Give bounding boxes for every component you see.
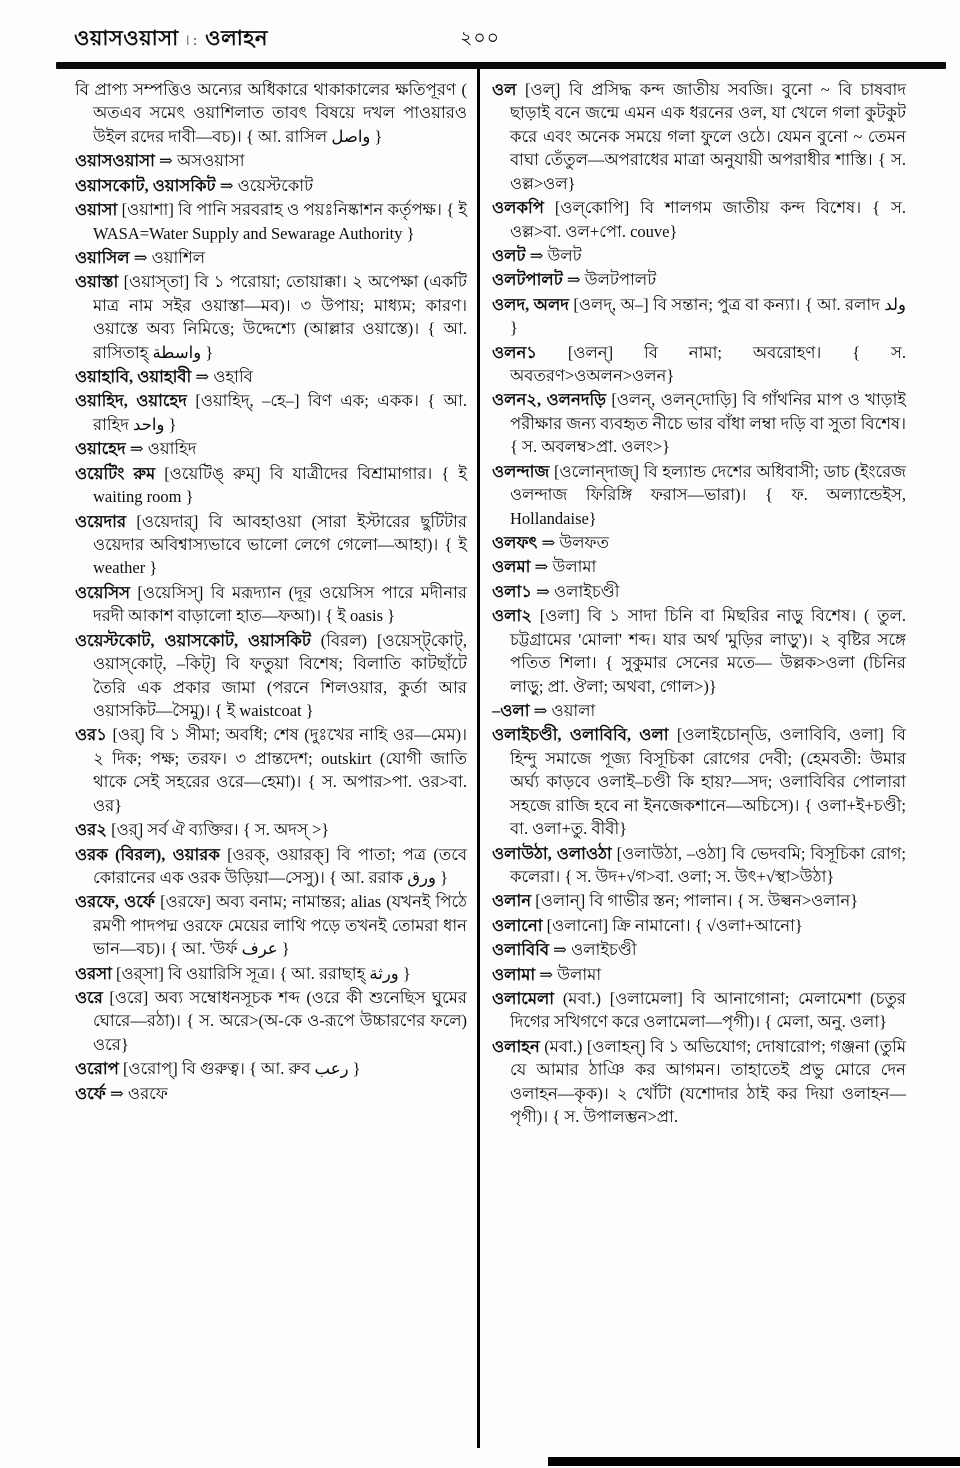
entry-headword: ওলকপি [492,198,544,218]
entry-headword: ওয়াস্তা [75,272,119,292]
entry-headword: –ওলা [492,700,530,720]
entry-headword: ওরক (বিরল), ওয়ারক [75,844,220,864]
dictionary-entry [75,1057,467,1080]
dictionary-entry [492,987,906,1034]
dictionary-entry [75,986,467,1056]
dictionary-entry [492,196,906,243]
entry-body: [ওলান্] বি গাভীর স্তন; পালান। { স. উল্বন>ওলান} [535,891,859,911]
dictionary-entry [492,293,906,340]
entry-headword: ওলামেলা [492,989,555,1009]
entry-headword: ওয়েসিস [75,582,131,602]
dictionary-entry [75,246,467,269]
dictionary-entry [75,389,467,436]
entry-body: ⇒ অসওয়াসা [159,151,245,171]
dictionary-entry [75,198,467,245]
entry-headword: ওয়াসওয়াসা [75,151,155,171]
entry-body: (মবা.) [ওলাহন্] বি ১ অভিযোগ; দোষারোপ; গঞ্জনা (তুমি যে আমার ঠাঞি কর আগমন। তাহাতেই প্রভু মোরে দেন ওলাহন—কৃক)। ২ খোঁটা (যশোদার ঠাই কর দিয়া ওলাহন—পৃগী)। { স. উপালম্ভন>প্রা. [510,1036,906,1127]
entry-headword: ওয়েটিং রুম [75,463,156,483]
entry-headword: ওয়াসকোট, ওয়াসকিট [75,175,216,195]
right-column [492,78,906,1130]
entry-body: ⇒ উলট [529,245,582,265]
entry-headword: ওলাহন [492,1036,540,1056]
header-word-right: ওলাহন [205,26,268,50]
dictionary-entry [492,244,906,267]
entry-headword: ওলদ, অলদ [492,294,569,314]
entry-headword: ওলন১ [492,342,537,362]
entry-headword: ওলানো [492,915,543,935]
entry-body: [ওয়াহিদ্, –হে–] বিণ এক; একক। { আ. রাহিদ واحد } [93,391,468,434]
dictionary-entry [75,723,467,817]
entry-body: ⇒ ওরফে [109,1083,168,1103]
dictionary-entry [492,555,906,578]
entry-headword: ওরে [75,988,103,1008]
entry-body: ⇒ ওয়েস্টকোট [219,175,314,195]
entry-body: [ওয়েটিঙ্ রুম্] বি যাত্রীদের বিশ্রামাগার। { ই waiting room } [93,463,467,507]
entry-body: [ওয়াস্‌তা] বি ১ পরোয়া; তোয়াক্কা। ২ অপেক্ষা (একটি মাত্র নাম সইর ওয়াস্তা—মব)। ৩ উপায়; মাধ্যম; কারণ। ওয়াস্তে অব্য নিমিত্তে; উদ্দেশ্যে (আল্লার ওয়াস্তে)। { আ. রাসিতাহ্ واسطة } [93,272,467,362]
entry-headword: ওয়াহেদ [75,439,126,459]
scan-artifact-bar [548,1457,960,1466]
dictionary-entry [492,460,906,530]
dictionary-entry [492,78,906,195]
entry-body: [ওর্] বি ১ সীমা; অবধি; শেষ (দুঃখের নাহি ওর—মেম)। ২ দিক; পক্ষ; তরফ। ৩ প্রান্তদেশ; outskirt (যোগী জাতি থাকে সেই সহরের ওরে—হেমা)। { স. অপার>পা. ওর>বা. ওর} [93,725,467,815]
entry-headword: ওয়েস্টকোট, ওয়াসকোট, ওয়াসকিট [75,630,311,650]
entry-headword: ওলান [492,891,532,911]
entry-headword: ওলট [492,245,526,265]
entry-headword: ওরসা [75,963,112,983]
dictionary-entry [75,510,467,580]
dictionary-entry [492,388,906,458]
entry-headword: ওয়াহাবি, ওয়াহাবী [75,367,192,387]
dictionary-entry [492,723,906,840]
entry-body: [ওর্‌সা] বি ওয়ারিসি সূত্র। { আ. ররাছাহ্ ورثة } [116,963,411,983]
entry-body: [ওল্‌কোপি] বি শালগম জাতীয় কন্দ বিশেষ। { স. ওল্ল>বা. ওল+পো. couve} [510,198,906,241]
entry-body: ⇒ উলামা [534,557,597,577]
entry-body: [ওর্] সর্ব ঐ ব্যক্তির। { স. অদস্ >} [111,820,330,840]
entry-body: ⇒ ওয়াশিল [133,247,206,267]
entry-body: [ওয়াশা] বি পানি সরবরাহ ও পয়ঃনিষ্কাশন কর্তৃপক্ষ। { ই WASA=Water Supply and Sewarage Authority } [93,200,468,243]
column-divider [477,69,480,1448]
dictionary-entry [75,890,467,960]
header-separator: ৷ : [186,33,198,49]
entry-body: [ওরোপ্] বি গুরুত্ব। { আ. রুব رعب } [122,1059,361,1079]
dictionary-entry [75,174,467,197]
dictionary-entry [492,531,906,554]
entry-body: ⇒ ওয়াহিদ [129,439,197,459]
dictionary-entry [75,962,467,985]
dictionary-entry [75,270,467,364]
entry-body: [ওয়েসিস্] বি মরূদ্যান (দূর ওয়েসিস পারে মদীনার দরদী আকাশ বাড়ালো হাত—ফআ)। { ই oasis } [93,582,467,626]
dictionary-entry [492,963,906,986]
header-word-left: ওয়াসওয়াসা [74,26,179,50]
entry-headword: ওরোপ [75,1059,119,1079]
dictionary-entry [492,889,906,912]
entry-body: [ওলন্] বি নামা; অবরোহণ। { স. অবতরণ>ওঅলন>ওলন} [510,342,906,386]
entry-body: [ওল্] বি প্রসিদ্ধ কন্দ জাতীয় সবজি। বুনো ~ বি চাষবাদ ছাড়াই বনে জন্মে এমন এক ধরনের ওল, যা খেলে গলা কুটকুট করে এবং অনেক সময়ে গলা ফুলে ওঠে। যেমন বুনো ~ তেমন বাঘা তেঁতুল—অপরাধের মাত্রা অনুযায়ী অপরাধীর শাস্তি। { স. ওল্ল>ওল} [510,80,907,193]
entry-headword: ওলন্দাজ [492,461,550,481]
entry-headword: ওয়াসিল [75,247,130,267]
entry-body: [ওলাউঠা, –ওঠা] বি ভেদবমি; বিসূচিকা রোগ; কলেরা। { স. উদ+√গ>বা. ওলা; স. উৎ+√স্থা>উঠা} [510,843,907,886]
entry-headword: ওলাইচণ্ডী, ওলাবিবি, ওলা [492,725,669,745]
entry-body: ⇒ উলটপালট [566,270,657,290]
dictionary-entry [492,580,906,603]
dictionary-entry [492,1035,906,1129]
entry-headword: ওরফে, ওর্ফে [75,892,155,912]
page-number: ২০০ [459,28,501,49]
entry-body: ⇒ ওহাবি [195,367,253,387]
dictionary-entry [75,818,467,841]
dictionary-entry [492,604,906,698]
dictionary-entry [75,629,467,723]
entry-body: ⇒ ওলাইচণ্ডী [553,940,637,960]
entry-body: বি প্রাপ্য সম্পত্তিও অন্যের অধিকারে থাকাকালের ক্ষতিপূরণ ( অতএব সমেৎ ওয়াশিলাত তাবৎ বিষয়ে দখল পাওয়ারও উইল রদের দাবী—বচ)। { আ. রাসিল واصل } [75,80,467,146]
dictionary-entry [75,1082,467,1105]
entry-body: [ওলোন্‌দাজ্] বি হল্যান্ড দেশের অধিবাসী; ডাচ (ইংরেজ ওলন্দাজ ফিরিঙ্গি ফরাস—ভারা)। { ফ. অল্যান্ডেইস, Hollandaise} [510,461,907,528]
entry-body: [ওরে] অব্য সম্বোধনসূচক শব্দ (ওরে কী শুনেছিস ঘুমের ঘোরে—রঠা)। { স. অরে>(অ-কে ও-রূপে উচ্চারণের ফলে) ওরে} [93,988,467,1054]
entry-body: [ওরফে] অব্য বনাম; নামান্তর; alias (যখনই পিঠে রমণী পাদপদ্ম ওরফে মেয়ের লাথি পড়ে তখনই তোমরা ধান ভান—বচ)। { আ. 'উর্ফ عرف } [93,892,467,959]
entry-headword: ওলামা [492,964,536,984]
entry-headword: ওলাউঠা, ওলাওঠা [492,843,612,863]
entry-headword: ওয়েদার [75,511,127,531]
entry-headword: ওয়াসা [75,200,118,220]
entry-body: [ওলানো] ক্রি নামানো। { √ওলা+আনো} [546,915,803,935]
entry-body: (মবা.) [ওলামেলা] বি আনাগোনা; মেলামেশা (চতুর দিগের সখিগণে করে ওলামেলা—পৃগী)। { মেলা, অনু. ওলা} [510,989,906,1032]
dictionary-entry [75,78,467,148]
dictionary-entry [75,462,467,509]
entry-body: [ওলন্, ওলন্‌দোড়ি] বি গাঁথনির মাপ ও খাড়াই পরীক্ষার জন্য ব্যবহৃত নীচে ভার বাঁধা লম্বা দড়ি বা সুতা বিশেষ। { স. অবলম্ব>প্রা. ওলং>} [510,390,907,457]
entry-body: [ওরক্, ওয়ারক্] বি পাতা; পত্র (তবে কোরানের এক ওরক উড়িয়া—সেসু)। { আ. ররাক ورق } [93,844,468,887]
entry-headword: ওয়াহিদ, ওয়াহেদ [75,391,187,411]
entry-headword: ওলমা [492,557,531,577]
entry-body: ⇒ উলফত [541,533,609,553]
dictionary-entry [492,699,906,722]
dictionary-entry [75,149,467,172]
dictionary-entry [492,914,906,937]
entry-headword: ওর১ [75,725,107,745]
dictionary-entry [75,581,467,628]
dictionary-entry [75,437,467,460]
entry-headword: ওলা২ [492,606,532,626]
dictionary-entry [492,938,906,961]
entry-headword: ওলন২, ওলনদড়ি [492,390,606,410]
dictionary-entry [75,365,467,388]
entry-headword: ওলটপালট [492,270,563,290]
entry-body: [ওয়েদার্] বি আবহাওয়া (সারা ইস্টারের ছুটিটার ওয়েদার অবিশ্বাস্যভাবে ভালো লেগে গেলো—আহা)। { ই weather } [93,511,467,578]
entry-body: ⇒ ওয়ালা [533,700,596,720]
entry-body: (বিরল) [ওয়েস্ট্‌কোট্, ওয়াস্‌কোট্, –কিট্] বি ফতুয়া বিশেষ; বিলাতি কাটছাঁটে তৈরি এক প্রকার জামা (পরনে শিলওয়ার, কুর্তা আর ওয়াসকিট—সৈমু)। { ই waistcoat } [93,630,467,720]
entry-headword: ওর২ [75,820,107,840]
dictionary-entry [75,843,467,890]
entry-headword: ওলাবিবি [492,940,550,960]
entry-body: ⇒ উলামা [539,964,602,984]
dictionary-entry [492,842,906,889]
entry-body: ⇒ ওলাইচণ্ডী [536,581,620,601]
entry-headword: ওর্ফে [75,1083,106,1103]
entry-body: [ওলা] বি ১ সাদা চিনি বা মিছরির নাড়ু বিশেষ। ( তুল. চট্টগ্রামের 'মোলা' শব্দ। যার অর্থ 'মুড়ির লাড়ু')। ২ বৃষ্টির সঙ্গে পতিত শিলা। { সুকুমার সেনের মতে— উল্লক>ওলা (চিনির লাড়ু; প্রা. ঔলা; অথবা, গোল>)} [510,606,906,696]
dictionary-entry [492,341,906,388]
header-rule [56,62,946,69]
dictionary-entry [492,268,906,291]
entry-body: [ওলদ্, অ–] বি সন্তান; পুত্র বা কন্যা। { আ. রলাদ ولد } [510,294,906,338]
left-column [75,78,467,1106]
entry-headword: ওলা১ [492,581,532,601]
entry-headword: ওলফৎ [492,533,538,553]
entry-headword: ওল [492,80,517,99]
entry-body: [ওলাইচোন্‌ডি, ওলাবিবি, ওলা] বি হিন্দু সমাজে পূজ্য বিসূচিকা রোগের দেবী; (হেমবতী: উমার অর্ঘ্য কাড়বে ওলাই–চণ্ডী কি হায়?—সদ; ওলাবিবির পোলারা সহজে রাজি হবে না ইনজেকশানে—অচিসে)। { ওলা+ই+চণ্ডী; বা. ওলা+তু. বীবী} [510,725,906,839]
